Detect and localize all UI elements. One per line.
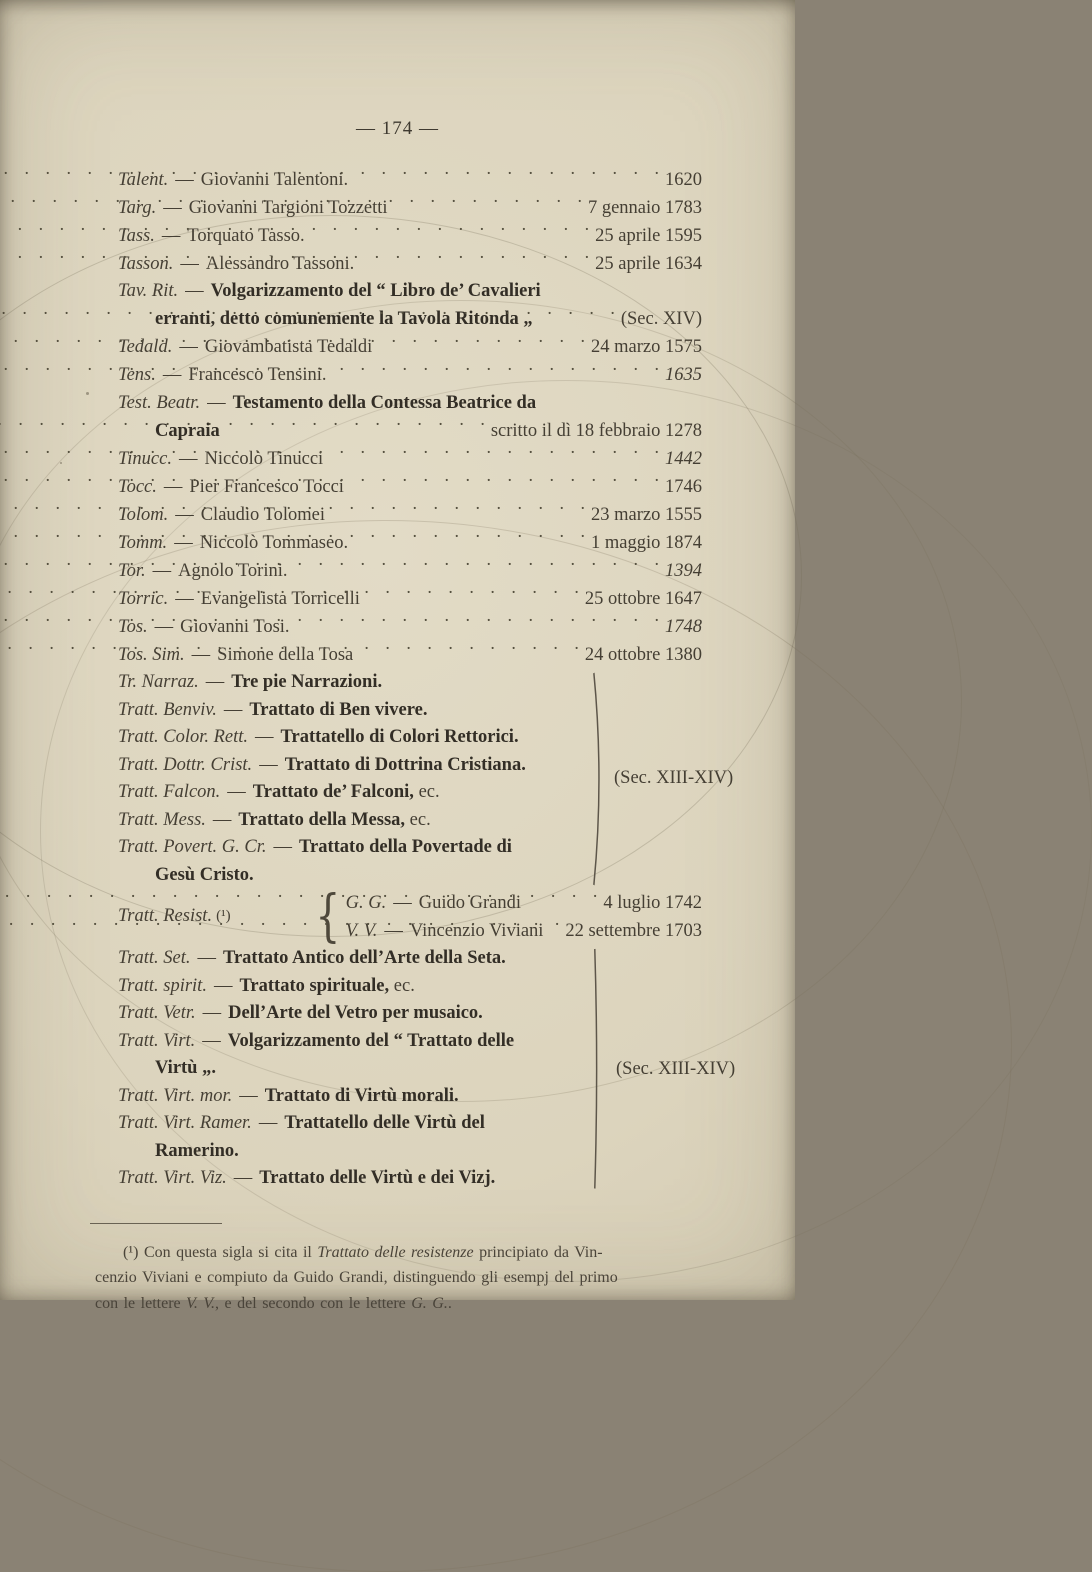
- entry-tratt-virt-line2: [118, 1055, 590, 1083]
- dot-leader: [329, 445, 659, 464]
- dash-separator: —: [212, 809, 232, 830]
- group-label: (Sec. XIII-XIV): [616, 1059, 736, 1079]
- entry-abbr: Tratt. Falcon.: [118, 782, 221, 802]
- entry-abbr: Tratt. Benviv.: [118, 699, 217, 720]
- dot-leader: [294, 557, 660, 576]
- footnote-italic-title: Trattato delle resistenze: [317, 1243, 474, 1261]
- dash-separator: —: [258, 1113, 278, 1133]
- entry-abbr: Tolom.: [118, 504, 169, 525]
- entry-date: 24 marzo 1575: [591, 337, 702, 357]
- dash-separator: —: [202, 1030, 221, 1051]
- footnote-reference: (¹): [216, 908, 231, 925]
- entry-abbr: Tratt. Vetr.: [118, 1003, 196, 1023]
- entry-date: 25 aprile 1595: [595, 225, 702, 246]
- entry-title-suffix: ec.: [413, 782, 440, 802]
- entry-title: Trattato di Dottrina Cristiana.: [284, 754, 526, 775]
- footnote-text: .: [447, 1294, 452, 1312]
- dash-separator: —: [178, 448, 198, 469]
- dash-separator: —: [197, 948, 216, 968]
- dot-leader: [539, 306, 615, 325]
- entry-abbr: Test. Beatr.: [118, 392, 201, 413]
- entry-title: Volgarizzamento del “ Trattato delle: [227, 1030, 515, 1051]
- entry-date: 24 ottobre 1380: [584, 644, 702, 665]
- entry-title: Trattato della Povertade di: [299, 837, 512, 857]
- entry-name: Claudio Tolomei: [200, 504, 325, 525]
- group-sec-xiii-xiv-a: [118, 669, 734, 889]
- group-annotation: [590, 669, 733, 889]
- entry-abbr: Tav. Rit.: [118, 281, 179, 301]
- dash-separator: —: [227, 782, 246, 802]
- entry-tratt-resist: [118, 889, 702, 945]
- entry-abbr: Tratt. Dottr. Crist.: [118, 754, 253, 775]
- entry-abbr: Tratt. Resist.: [118, 906, 213, 927]
- entry-name: Giovambatista Tedaldi: [204, 337, 373, 357]
- entry-abbr: Tratt. Virt.: [118, 1030, 196, 1051]
- entry-tos-sim: [118, 641, 702, 669]
- dash-separator: —: [161, 225, 181, 246]
- entry-date: 1 maggio 1874: [591, 532, 702, 553]
- entry-abbr: Tocc.: [118, 476, 157, 497]
- entry-tratt-dottr-crist: [118, 752, 590, 780]
- entry-abbr: Tedald.: [118, 337, 173, 357]
- entry-abbr: Tratt. Color. Rett.: [118, 727, 249, 747]
- dash-separator: —: [163, 197, 182, 218]
- entry-title: Trattato de’ Falconi,: [252, 782, 414, 802]
- dot-leader: [354, 529, 585, 548]
- entry-abbr: Tratt. Povert. G. Cr.: [118, 837, 267, 857]
- entry-date: 1442: [665, 448, 702, 469]
- dash-separator: —: [259, 754, 278, 775]
- dash-separator: —: [273, 837, 293, 857]
- footnote-italic-sigla: V. V.: [186, 1294, 216, 1312]
- entry-resist-vv: [346, 917, 702, 945]
- entry-title: Trattatello delle Virtù del: [284, 1113, 485, 1133]
- entry-abbr: Tinucc.: [118, 448, 172, 469]
- entry-tens: [118, 362, 702, 390]
- dot-leader: [350, 473, 659, 492]
- entry-name: Giovanni Tosi.: [180, 616, 290, 637]
- entry-date: 23 marzo 1555: [591, 504, 702, 525]
- entry-date: 1746: [665, 476, 702, 497]
- entry-abbr: Tratt. spirit.: [118, 975, 207, 996]
- dash-separator: —: [175, 504, 194, 525]
- dot-leader: [331, 501, 585, 520]
- entry-tratt-virt-mor: [118, 1083, 590, 1111]
- entry-abbr: Tratt. Mess.: [118, 809, 206, 830]
- dot-leader: [226, 417, 485, 436]
- dash-separator: —: [233, 1168, 253, 1188]
- dash-separator: —: [162, 365, 182, 385]
- dash-separator: —: [213, 975, 233, 996]
- dash-separator: —: [180, 253, 199, 274]
- entry-date: 1620: [665, 169, 702, 190]
- dot-leader: [333, 362, 660, 381]
- entry-title-suffix: ec.: [405, 809, 431, 830]
- entry-date: 22 settembre 1703: [565, 920, 702, 941]
- footnote-line: [95, 1291, 707, 1317]
- entry-name: Niccolò Tinucci: [204, 448, 324, 469]
- footnote-text: con le lettere: [95, 1294, 187, 1312]
- group-sec-xiii-xiv-b: [118, 945, 736, 1193]
- entry-sigla: V. V.: [345, 920, 378, 941]
- entry-tratt-falcon: [118, 779, 590, 807]
- entry-date: 7 gennaio 1783: [587, 197, 702, 218]
- entry-date: (Sec. XIV): [620, 309, 702, 329]
- entry-title: Dell’Arte del Vetro per musaico.: [228, 1003, 483, 1023]
- dash-separator: —: [223, 699, 243, 720]
- entry-tratt-mess: [118, 807, 590, 835]
- entry-title: Trattato spirituale,: [239, 975, 390, 996]
- dash-separator: —: [205, 672, 225, 692]
- entry-abbr: Tos.: [118, 616, 148, 637]
- entry-name: Giovanni Targioni Tozzetti: [188, 197, 388, 218]
- entry-name: Alessandro Tassoni.: [205, 253, 355, 274]
- dot-leader: [359, 641, 579, 660]
- dash-separator: —: [185, 281, 204, 301]
- entry-abbr: Tratt. Virt. Viz.: [118, 1168, 227, 1188]
- entry-tratt-virt-ramer-line2: [118, 1138, 590, 1166]
- entry-name: Giovanni Talentoni.: [200, 169, 349, 190]
- entry-name: Agnolo Torini.: [178, 560, 288, 581]
- entry-tratt-virt-line1: [118, 1028, 590, 1056]
- entry-name: Francesco Tensini.: [188, 365, 327, 385]
- entry-abbr: Tasson.: [118, 253, 174, 274]
- group-entries: [118, 669, 590, 889]
- footnote-rule: [90, 1223, 222, 1224]
- group-brace: [592, 949, 605, 1189]
- entry-title: Ramerino.: [155, 1140, 239, 1161]
- entry-tr-narraz: [118, 669, 590, 697]
- entry-date: 1394: [665, 560, 702, 581]
- entry-tratt-benviv: [118, 697, 590, 725]
- entry-title: Testamento della Contessa Beatrice da: [232, 392, 537, 413]
- dot-leader: [311, 222, 589, 241]
- dot-leader: [549, 917, 559, 936]
- abbreviation-list: [0, 166, 795, 1193]
- entry-name: Niccolò Tommaseo.: [199, 532, 349, 553]
- entry-abbr: Torric.: [118, 588, 169, 609]
- entry-name: Pier Francesco Tocci: [189, 476, 344, 497]
- dot-leader: [366, 585, 579, 604]
- entry-name: Vincenzio Viviani: [409, 920, 544, 941]
- resist-subentries: [346, 889, 702, 945]
- dash-separator: —: [202, 1003, 222, 1023]
- dash-separator: —: [154, 616, 174, 637]
- entry-date: 25 ottobre 1647: [584, 588, 702, 609]
- dot-leader: [360, 250, 589, 269]
- dash-separator: —: [207, 392, 226, 413]
- dash-separator: —: [175, 169, 194, 190]
- dash-separator: —: [163, 476, 183, 497]
- entry-title: Virtù „.: [155, 1058, 216, 1078]
- group-brace: [592, 673, 605, 885]
- entry-date: 25 aprile 1634: [595, 253, 702, 274]
- dot-leader: [378, 334, 585, 353]
- dot-leader: [527, 889, 597, 908]
- entry-tasson: [118, 250, 702, 278]
- entry-abbr: Targ.: [118, 197, 157, 218]
- entry-title: erranti, detto comunemente la Tavola Ritonda „: [155, 309, 533, 329]
- dash-separator: —: [152, 560, 172, 581]
- entry-abbr: Tr. Narraz.: [118, 672, 199, 692]
- entry-abbr: Talent.: [118, 169, 169, 190]
- entry-title: Trattato di Virtù morali.: [264, 1085, 459, 1106]
- entry-title: Tre pie Narrazioni.: [231, 672, 383, 692]
- dot-leader: [394, 194, 582, 213]
- entry-name: Evangelista Torricelli: [200, 588, 360, 609]
- entry-title: Capraia: [155, 420, 220, 441]
- dash-separator: —: [384, 920, 403, 941]
- entry-name: Guido Grandi: [418, 892, 521, 913]
- footnote-line: cenzio Viviani e compiuto da Guido Grandi, distinguendo gli esempj del primo: [95, 1269, 618, 1286]
- entry-tratt-color-rett: [118, 724, 590, 752]
- entry-title: Trattato di Ben vivere.: [249, 699, 428, 720]
- dash-separator: —: [191, 644, 211, 665]
- entry-tratt-virt-ramer-line1: [118, 1110, 590, 1138]
- dot-leader: [354, 166, 659, 185]
- group-label: (Sec. XIII-XIV): [614, 768, 734, 789]
- entry-date: 4 luglio 1742: [603, 892, 702, 913]
- entry-title: Trattato Antico dell’Arte della Seta.: [222, 948, 506, 968]
- dash-separator: —: [179, 337, 198, 357]
- dash-separator: —: [255, 727, 274, 747]
- dash-separator: —: [175, 588, 194, 609]
- entry-date: 1748: [665, 616, 702, 637]
- dash-separator: —: [239, 1085, 258, 1106]
- entry-tratt-set: [118, 945, 590, 973]
- entry-abbr: Tor.: [118, 560, 146, 581]
- dash-separator: —: [393, 892, 412, 913]
- page-number: — 174 —: [356, 118, 439, 139]
- entry-abbr: Tass.: [118, 225, 155, 246]
- entry-abbr: Tomm.: [118, 532, 168, 553]
- group-entries: [118, 945, 590, 1193]
- entry-abbr: Tos. Sim.: [118, 644, 185, 665]
- entry-title: Trattatello di Colori Rettorici.: [280, 727, 519, 747]
- entry-date: scritto il dì 18 febbraio 1278: [490, 420, 702, 441]
- entry-tratt-spirit: [118, 973, 590, 1001]
- entry-title: Gesù Cristo.: [155, 864, 254, 885]
- group-annotation: [590, 945, 736, 1193]
- entry-sigla: G. G.: [345, 892, 387, 913]
- entry-abbr: Tratt. Virt. mor.: [118, 1085, 233, 1106]
- entry-title: Volgarizzamento del “ Libro de’ Cavalieri: [210, 281, 541, 301]
- footnote-text: principiato da Vin-: [473, 1243, 603, 1261]
- footnote-line: [95, 1240, 707, 1266]
- footnote-text: (¹) Con questa sigla si cita il: [123, 1243, 318, 1261]
- entry-title-suffix: ec.: [389, 975, 415, 996]
- entry-tratt-virt-viz: [118, 1165, 590, 1193]
- entry-tratt-povert-line1: [118, 834, 590, 862]
- footnote-italic-sigla: G. G.: [411, 1294, 448, 1312]
- entry-abbr: Tratt. Virt. Ramer.: [118, 1113, 252, 1133]
- entry-abbr: Tens.: [118, 365, 156, 385]
- entry-name: Simone della Tosa: [217, 644, 354, 665]
- entry-abbr: Tratt. Set.: [118, 948, 191, 968]
- footnote-text: , e del secondo con le lettere: [215, 1294, 412, 1312]
- dash-separator: —: [174, 532, 193, 553]
- entry-tratt-vetr: [118, 1000, 590, 1028]
- footnote: [95, 1240, 707, 1317]
- dot-leader: [296, 613, 659, 632]
- entry-title: Trattato della Messa,: [238, 809, 406, 830]
- entry-date: 1635: [665, 365, 702, 385]
- entry-title: Trattato delle Virtù e dei Vizj.: [259, 1168, 496, 1188]
- entry-name: Torquato Tasso.: [187, 225, 305, 246]
